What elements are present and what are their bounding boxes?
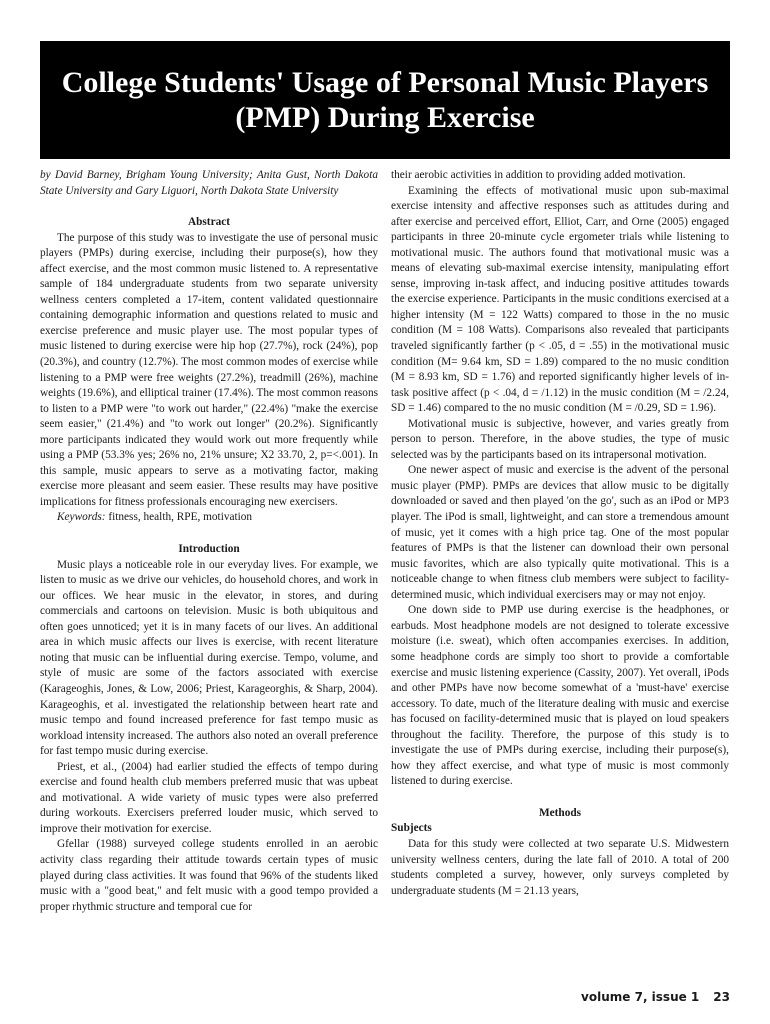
right-column: [391, 168, 729, 899]
left-column: [40, 168, 378, 915]
title-banner: [40, 41, 730, 159]
article-title: College Students' Usage of Personal Music Players (PMP) During Exercise: [61, 66, 709, 134]
intro-paragraph-2: Priest, et al., (2004) had earlier studied the effects of tempo during exercise and found health club members preferred music that was upbeat and motivational. A wide variety of music types were also preferred during workouts. Exercisers preferred louder music, which served to improve their motivation for exercise.: [40, 760, 378, 835]
methods-heading: Methods: [538, 806, 582, 819]
keywords-text: fitness, health, RPE, motivation: [105, 511, 253, 524]
author-byline: by David Barney, Brigham Young University; Anita Gust, North Dakota State University and Gary Liguori, North Dakota State University: [40, 169, 378, 197]
keywords-line: [40, 510, 378, 526]
abstract-body: The purpose of this study was to investigate the use of personal music players (PMPs) during exercise, including their purpose(s), how they affect exercise, and the most common music listened to. A representative sample of 184 undergraduate students from two separate university wellness centers completed a 17-item, content validated questionnaire containing demographic information and questions related to music and exercise preference and music player use. The most popular types of music listened to during exercise were hip hop (27.7%), rock (24%), pop (20.3%), and country (12.7%). The most common modes of exercise while listening to a PMP were free weights (27.2%), treadmill (26%), machine weights (19.6%), and elliptical trainer (17.4%). The most common reasons to listen to a PMP were "to work out harder," (22.4%) "make the exercise seem easier," (21.4%) and "to work out longer" (20.2%). Significantly more participants indicated they would work out more frequently while using a PMP (53.3% yes; 26% no, 21% unsure; X2 33.70, 2, p=<.001). In this sample, music appears to serve as a motivating factor, making exercise more pleasant and seem easier. These results may have positive implications for fitness professionals encouraging new exercisers.: [40, 231, 378, 508]
subjects-heading: Subjects: [391, 822, 432, 835]
intro-paragraph-7: One down side to PMP use during exercise is the headphones, or earbuds. Most headphone models are not designed to tolerate excessive moisture (i.e. sweat), which often accompanies exercises. In addition, some headphone cords are simply too short to provide a comfortable exercise and music listening experience (Cassity, 2007). Yet overall, iPods and other PMPs have now become somewhat of a 'must-have' exercise accessory. To date, much of the literature dealing with music and exercise has focused on facility-determined music that is played on loud speakers throughout the facility. Therefore, the purpose of this study is to investigate the use of PMPs during exercise, including their purpose(s), how they affect exercise, and what type of music is most commonly listened to during exercise.: [391, 604, 729, 788]
intro-paragraph-6: One newer aspect of music and exercise is the advent of the personal music player (PMP). PMPs are devices that allow music to be digitally downloaded or saved and then played 'on the go', such as an iPod or MP3 player. The iPod is small, lightweight, and can store a tremendous amount of music, yet it comes with a high price tag. One of the most popular features of PMPs is that the listener can download their own personal music favorites, which are also typically quite motivational. This is a noticeable change to when fitness club members were subject to facility-determined music, which individual exercisers may or may not enjoy.: [391, 464, 729, 601]
keywords-label: Keywords:: [57, 511, 106, 524]
issue-label: volume 7, issue 1: [581, 990, 700, 1004]
intro-paragraph-3-continued: their aerobic activities in addition to providing added motivation.: [391, 169, 686, 181]
intro-paragraph-1: Music plays a noticeable role in our everyday lives. For example, we listen to music as we drive our vehicles, do household chores, and work in our offices. We hear music in the elevator, in stores, and during commercials and cartoons on television. Music is both ubiquitous and often goes unnoticed; yet it is in many facets of our lives. An additional area in which music affects our lives is exercise, with recent literature noting that music can be influential during exercise. Tempo, volume, and style of music are some of the factors associated with exercise (Karageoghis, Jones, & Low, 2006; Priest, Karageorghis, & Sharp, 2004). Karageoghis, et al. investigated the relationship between heart rate and music tempo and found increased preference for fast tempo music as workload intensity increased. The authors also noted an overall preference for fast tempo music during exercise.: [40, 558, 378, 758]
page-number: 23: [713, 990, 730, 1004]
methods-paragraph-1: Data for this study were collected at two separate U.S. Midwestern university wellness centers, during the late fall of 2010. A total of 200 students completed a survey, however, only surveys completed by undergraduate students (M = 21.13 years,: [391, 837, 729, 897]
intro-paragraph-5: Motivational music is subjective, however, and varies greatly from person to person. Therefore, in the above studies, the type of music selected was by the participants based on its intrapersonal motivation.: [391, 417, 729, 461]
page-footer: [581, 990, 730, 1004]
abstract-heading: Abstract: [187, 216, 231, 229]
introduction-heading: Introduction: [178, 543, 240, 556]
intro-paragraph-3: Gfellar (1988) surveyed college students enrolled in an aerobic activity class regarding their attitude towards certain types of music played during class activities. It was found that 96% of the students liked music with a "good beat," and felt music with a good tempo provided a proper rhythmic structure and temporal cue for: [40, 838, 378, 913]
intro-paragraph-4: Examining the effects of motivational music upon sub-maximal exercise intensity and affective responses such as attitudes during and after exercise and perceived effort, Elliot, Carr, and Orne (2005) engaged participants in three 20-minute cycle ergometer trials while listening to motivational music. The authors found that motivational music was a means of elevating sub-maximal exercise intensity, manipulating effort sense, improving in-task affect, and inducing positive attitudes towards the exercise experience. Participants in the music conditions exercised at a higher intensity (M = 122 Watts) compared to those in the no music condition (M = 108 Watts). Comparisons also revealed that participants traveled significantly farther (p < .05, d = .55) in the motivational music condition (M= 9.64 km, SD = 1.89) compared to the no music condition (M = 8.93 km, SD = 1.76) and reported significantly higher levels of in-task positive affect (p < .04, d = /1.12) in the music condition (M = /2.24, SD = 1.46) compared to the no music condition (M = /0.29, SD = 1.96).: [391, 184, 729, 415]
